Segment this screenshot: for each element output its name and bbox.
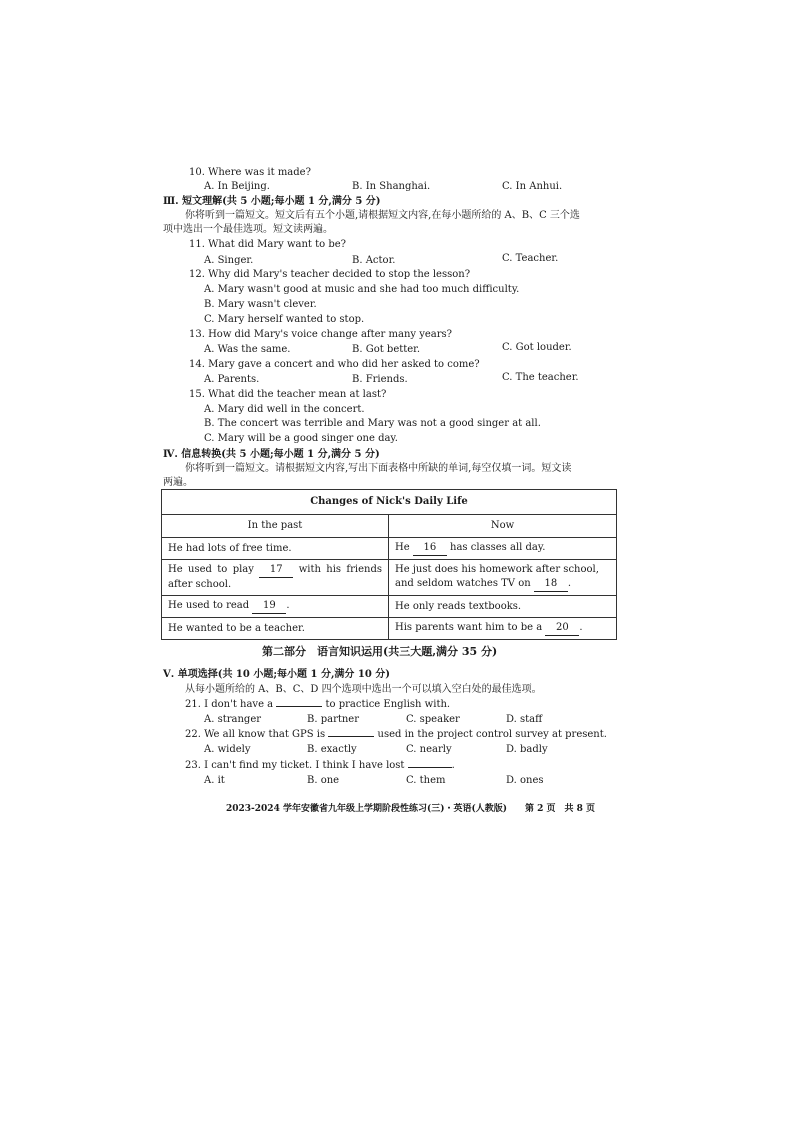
part-2-heading: 第二部分 语言知识运用(共三大题,满分 35 分): [262, 645, 498, 658]
answer-blank-18[interactable]: 18: [534, 577, 568, 592]
question-12-option-c: C. Mary herself wanted to stop.: [204, 314, 365, 325]
table-cell-now: His parents want him to be a 20 .: [389, 618, 617, 640]
question-15-option-a: A. Mary did well in the concert.: [204, 404, 365, 415]
answer-blank-23[interactable]: [408, 767, 452, 768]
question-21-option-a: A. stranger: [204, 714, 262, 725]
question-10-option-b: B. In Shanghai.: [352, 181, 431, 192]
answer-blank-22[interactable]: [328, 736, 374, 737]
section-4-heading: Ⅳ. 信息转换(共 5 小题;每小题 1 分,满分 5 分): [163, 449, 380, 460]
question-23-option-b: B. one: [307, 775, 340, 786]
answer-blank-20[interactable]: 20: [545, 621, 579, 636]
section-3-instruction-line2: 项中选出一个最佳选项。短文读两遍。: [163, 224, 333, 235]
question-13-option-a: A. Was the same.: [204, 344, 291, 355]
question-23-option-d: D. ones: [506, 775, 544, 786]
table-cell-now: He 16 has classes all day.: [389, 538, 617, 560]
table-cell-past: He wanted to be a teacher.: [162, 618, 389, 640]
table-cell-past: He used to play 17 with his friends after school.: [162, 560, 389, 596]
question-15-option-b: B. The concert was terrible and Mary was not a good singer at all.: [204, 418, 541, 429]
answer-blank-19[interactable]: 19: [252, 599, 286, 614]
question-11-stem: 11. What did Mary want to be?: [189, 239, 347, 250]
question-23-stem: 23. I can't find my ticket. I think I have lost .: [185, 760, 455, 771]
question-14-stem: 14. Mary gave a concert and who did her asked to come?: [189, 359, 480, 370]
table-cell-now: He just does his homework after school, and seldom watches TV on 18 .: [389, 560, 617, 596]
question-11-option-c: C. Teacher.: [502, 253, 559, 264]
question-21-option-b: B. partner: [307, 714, 360, 725]
page-footer: 2023-2024 学年安徽省九年级上学期阶段性练习(三)・英语(人教版) 第 2 页 共 8 页: [226, 804, 596, 814]
table-cell-past: He used to read 19 .: [162, 596, 389, 618]
question-21-option-c: C. speaker: [406, 714, 460, 725]
table-header-past: In the past: [162, 515, 389, 538]
question-21-stem: 21. I don't have a to practice English with.: [185, 699, 451, 710]
question-22-option-c: C. nearly: [406, 744, 452, 755]
question-11-option-a: A. Singer.: [204, 255, 254, 266]
question-15-option-c: C. Mary will be a good singer one day.: [204, 433, 398, 444]
question-12-option-b: B. Mary wasn't clever.: [204, 299, 317, 310]
table-cell-past: He had lots of free time.: [162, 538, 389, 560]
answer-blank-17[interactable]: 17: [259, 563, 293, 578]
question-23-option-c: C. them: [406, 775, 446, 786]
question-14-option-a: A. Parents.: [204, 374, 260, 385]
question-10-option-c: C. In Anhui.: [502, 181, 563, 192]
table-title: Changes of Nick's Daily Life: [162, 490, 617, 515]
table-row: [162, 618, 617, 640]
question-13-option-c: C. Got louder.: [502, 342, 572, 353]
question-13-option-b: B. Got better.: [352, 344, 421, 355]
question-11-option-b: B. Actor.: [352, 255, 396, 266]
question-15-stem: 15. What did the teacher mean at last?: [189, 389, 387, 400]
question-13-stem: 13. How did Mary's voice change after many years?: [189, 329, 453, 340]
section-3-instruction-line1: 你将听到一篇短文。短文后有五个小题,请根据短文内容,在每小题所给的 A、B、C 三个选: [185, 210, 580, 221]
answer-blank-21[interactable]: [276, 706, 322, 707]
question-14-option-b: B. Friends.: [352, 374, 408, 385]
answer-blank-16[interactable]: 16: [413, 541, 447, 556]
question-22-option-a: A. widely: [204, 744, 251, 755]
table-row: [162, 560, 617, 596]
table-header-now: Now: [389, 515, 617, 538]
question-22-option-b: B. exactly: [307, 744, 357, 755]
info-table: [161, 489, 617, 640]
question-23-option-a: A. it: [204, 775, 225, 786]
section-3-heading: Ⅲ. 短文理解(共 5 小题;每小题 1 分,满分 5 分): [163, 196, 381, 207]
section-5-instruction: 从每小题所给的 A、B、C、D 四个选项中选出一个可以填入空白处的最佳选项。: [185, 684, 542, 695]
table-row: [162, 538, 617, 560]
question-22-option-d: D. badly: [506, 744, 548, 755]
question-12-option-a: A. Mary wasn't good at music and she had too much difficulty.: [204, 284, 520, 295]
question-10-stem: 10. Where was it made?: [189, 167, 311, 178]
section-4-instruction-line1: 你将听到一篇短文。请根据短文内容,写出下面表格中所缺的单词,每空仅填一词。短文读: [185, 463, 572, 474]
table-cell-now: He only reads textbooks.: [389, 596, 617, 618]
question-22-stem: 22. We all know that GPS is used in the project control survey at present.: [185, 729, 607, 740]
section-5-heading: Ⅴ. 单项选择(共 10 小题;每小题 1 分,满分 10 分): [163, 669, 391, 680]
table-row: [162, 596, 617, 618]
question-21-option-d: D. staff: [506, 714, 543, 725]
question-12-stem: 12. Why did Mary's teacher decided to stop the lesson?: [189, 269, 471, 280]
question-14-option-c: C. The teacher.: [502, 372, 579, 383]
section-4-instruction-line2: 两遍。: [163, 477, 193, 488]
question-10-option-a: A. In Beijing.: [204, 181, 270, 192]
